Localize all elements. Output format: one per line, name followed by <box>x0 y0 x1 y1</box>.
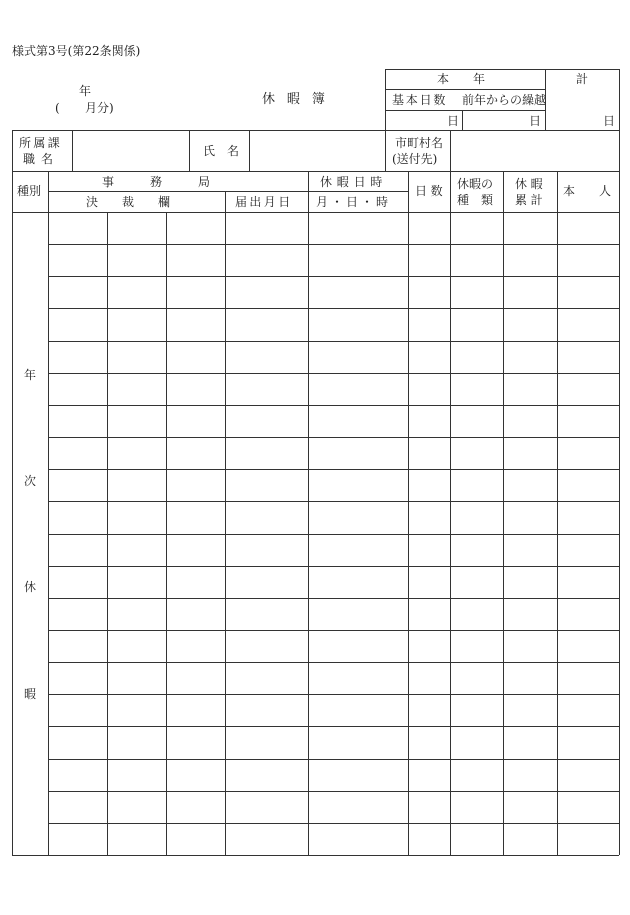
table-cell[interactable] <box>49 824 107 855</box>
table-cell[interactable] <box>167 277 225 308</box>
table-cell[interactable] <box>309 213 408 244</box>
table-cell[interactable] <box>451 727 503 759</box>
leave-total-header-1: 休暇 <box>515 177 547 191</box>
carry-over-unit: 日 <box>529 114 542 128</box>
city-label: 市町村名 <box>395 136 444 150</box>
table-cell[interactable] <box>49 631 107 662</box>
table-cell[interactable] <box>504 695 557 726</box>
leave-datetime-header: 休暇日時 <box>320 175 388 189</box>
table-cell[interactable] <box>409 438 450 469</box>
table-cell[interactable] <box>108 277 166 308</box>
table-cell[interactable] <box>167 663 225 694</box>
table-cell[interactable] <box>108 824 166 855</box>
table-cell[interactable] <box>558 470 619 501</box>
table-cell[interactable] <box>558 342 619 373</box>
table-cell[interactable] <box>504 792 557 823</box>
table-bottom-line <box>12 855 619 856</box>
table-cell[interactable] <box>226 245 308 276</box>
total-label: 計 <box>576 72 589 86</box>
table-cell[interactable] <box>558 535 619 566</box>
table-cell[interactable] <box>451 663 503 694</box>
table-cell[interactable] <box>49 502 107 534</box>
table-cell[interactable] <box>226 374 308 405</box>
leave-total-header-2: 累計 <box>515 193 547 207</box>
table-cell[interactable] <box>409 309 450 341</box>
table-cell[interactable] <box>108 599 166 630</box>
office-header: 事 務 局 <box>102 175 211 189</box>
table-cell[interactable] <box>558 792 619 823</box>
table-cell[interactable] <box>167 470 225 501</box>
table-cell[interactable] <box>167 695 225 726</box>
table-cell[interactable] <box>226 277 308 308</box>
category-char-1: 年 <box>24 368 37 382</box>
table-cell[interactable] <box>167 374 225 405</box>
table-cell[interactable] <box>558 663 619 694</box>
table-cell[interactable] <box>504 438 557 469</box>
table-cell[interactable] <box>309 663 408 694</box>
table-cell[interactable] <box>309 824 408 855</box>
table-cell[interactable] <box>504 631 557 662</box>
table-cell[interactable] <box>504 824 557 855</box>
table-cell[interactable] <box>504 663 557 694</box>
table-cell[interactable] <box>451 535 503 566</box>
this-year-label: 本 年 <box>437 72 486 86</box>
table-cell[interactable] <box>558 438 619 469</box>
table-cell[interactable] <box>451 438 503 469</box>
table-cell[interactable] <box>451 760 503 791</box>
table-cell[interactable] <box>108 342 166 373</box>
table-cell[interactable] <box>504 727 557 759</box>
table-cell[interactable] <box>558 309 619 341</box>
table-cell[interactable] <box>409 406 450 437</box>
table-cell[interactable] <box>451 342 503 373</box>
table-cell[interactable] <box>226 599 308 630</box>
leave-type-header-2: 種類 <box>457 193 506 207</box>
leave-datetime-subheader: 月・日・時 <box>316 195 392 209</box>
table-cell[interactable] <box>504 342 557 373</box>
table-cell[interactable] <box>309 535 408 566</box>
leave-type-header-1: 休暇の <box>457 177 494 191</box>
table-cell[interactable] <box>49 213 107 244</box>
table-cell[interactable] <box>451 567 503 598</box>
table-cell[interactable] <box>504 470 557 501</box>
table-cell[interactable] <box>108 663 166 694</box>
table-cell[interactable] <box>558 727 619 759</box>
table-cell[interactable] <box>504 277 557 308</box>
table-cell[interactable] <box>49 760 107 791</box>
table-cell[interactable] <box>451 277 503 308</box>
table-cell[interactable] <box>108 374 166 405</box>
table-cell[interactable] <box>108 438 166 469</box>
table-cell[interactable] <box>108 695 166 726</box>
table-cell[interactable] <box>108 502 166 534</box>
decision-column-header: 決 裁 欄 <box>86 195 171 209</box>
table-cell[interactable] <box>451 213 503 244</box>
table-cell[interactable] <box>49 342 107 373</box>
table-cell[interactable] <box>108 245 166 276</box>
category-char-3: 休 <box>24 580 37 594</box>
table-cell[interactable] <box>558 760 619 791</box>
header-year: 年 <box>79 84 92 98</box>
table-cell[interactable] <box>226 470 308 501</box>
table-cell[interactable] <box>504 535 557 566</box>
table-cell[interactable] <box>167 631 225 662</box>
table-cell[interactable] <box>409 792 450 823</box>
table-cell[interactable] <box>49 374 107 405</box>
table-cell[interactable] <box>558 213 619 244</box>
table-cell[interactable] <box>226 631 308 662</box>
table-cell[interactable] <box>409 245 450 276</box>
name-label: 氏 名 <box>203 144 240 158</box>
table-cell[interactable] <box>49 695 107 726</box>
form-id: 様式第3号(第22条関係) <box>12 44 141 58</box>
table-cell[interactable] <box>451 309 503 341</box>
person-column-header: 本 人 <box>563 184 612 198</box>
table-cell[interactable] <box>309 502 408 534</box>
table-cell[interactable] <box>504 213 557 244</box>
table-cell[interactable] <box>226 695 308 726</box>
table-cell[interactable] <box>49 309 107 341</box>
table-cell[interactable] <box>309 695 408 726</box>
table-cell[interactable] <box>309 406 408 437</box>
table-cell[interactable] <box>108 309 166 341</box>
table-cell[interactable] <box>451 406 503 437</box>
table-cell[interactable] <box>49 792 107 823</box>
table-cell[interactable] <box>226 567 308 598</box>
header-month: 月分) <box>85 101 114 115</box>
table-cell[interactable] <box>226 792 308 823</box>
type-column-header: 種別 <box>17 184 42 198</box>
table-cell[interactable] <box>108 406 166 437</box>
table-cell[interactable] <box>504 760 557 791</box>
table-cell[interactable] <box>108 727 166 759</box>
table-cell[interactable] <box>558 502 619 534</box>
table-cell[interactable] <box>558 245 619 276</box>
table-cell[interactable] <box>226 213 308 244</box>
table-cell[interactable] <box>309 342 408 373</box>
table-cell[interactable] <box>49 438 107 469</box>
table-cell[interactable] <box>409 535 450 566</box>
table-cell[interactable] <box>226 438 308 469</box>
table-cell[interactable] <box>558 695 619 726</box>
table-cell[interactable] <box>409 824 450 855</box>
table-cell[interactable] <box>451 245 503 276</box>
table-cell[interactable] <box>167 535 225 566</box>
table-cell[interactable] <box>49 599 107 630</box>
table-cell[interactable] <box>504 567 557 598</box>
table-cell[interactable] <box>309 760 408 791</box>
table-cell[interactable] <box>226 663 308 694</box>
table-cell[interactable] <box>309 792 408 823</box>
dept-label: 所属課 <box>19 136 63 150</box>
table-cell[interactable] <box>409 599 450 630</box>
table-cell[interactable] <box>409 567 450 598</box>
total-unit: 日 <box>603 114 616 128</box>
table-cell[interactable] <box>309 374 408 405</box>
table-cell[interactable] <box>409 213 450 244</box>
name-field[interactable] <box>250 131 384 170</box>
table-cell[interactable] <box>409 663 450 694</box>
table-cell[interactable] <box>49 245 107 276</box>
table-cell[interactable] <box>409 470 450 501</box>
table-cell[interactable] <box>409 760 450 791</box>
table-cell[interactable] <box>167 309 225 341</box>
table-cell[interactable] <box>167 213 225 244</box>
table-cell[interactable] <box>558 599 619 630</box>
table-cell[interactable] <box>504 502 557 534</box>
table-cell[interactable] <box>309 727 408 759</box>
send-to-label: (送付先) <box>392 152 438 166</box>
table-cell[interactable] <box>409 727 450 759</box>
table-cell[interactable] <box>558 406 619 437</box>
table-cell[interactable] <box>108 535 166 566</box>
header-month-open: ( <box>55 101 60 115</box>
table-cell[interactable] <box>409 695 450 726</box>
table-cell[interactable] <box>49 406 107 437</box>
table-cell[interactable] <box>451 792 503 823</box>
table-cell[interactable] <box>167 727 225 759</box>
table-cell[interactable] <box>226 309 308 341</box>
table-cell[interactable] <box>558 374 619 405</box>
carry-over-label: 前年からの繰越 <box>462 93 547 107</box>
table-cell[interactable] <box>309 631 408 662</box>
table-cell[interactable] <box>558 824 619 855</box>
table-cell[interactable] <box>49 567 107 598</box>
table-cell[interactable] <box>167 406 225 437</box>
table-cell[interactable] <box>167 438 225 469</box>
table-cell[interactable] <box>558 277 619 308</box>
table-cell[interactable] <box>49 727 107 759</box>
table-cell[interactable] <box>504 309 557 341</box>
table-cell[interactable] <box>167 245 225 276</box>
page-title: 休 暇 簿 <box>262 92 329 107</box>
table-cell[interactable] <box>167 502 225 534</box>
table-cell[interactable] <box>226 406 308 437</box>
table-cell[interactable] <box>226 760 308 791</box>
table-cell[interactable] <box>226 535 308 566</box>
table-cell[interactable] <box>451 631 503 662</box>
category-char-4: 暇 <box>24 687 37 701</box>
table-cell[interactable] <box>309 277 408 308</box>
table-cell[interactable] <box>226 502 308 534</box>
table-cell[interactable] <box>108 567 166 598</box>
table-cell[interactable] <box>451 695 503 726</box>
dept-field[interactable] <box>73 131 188 170</box>
table-cell[interactable] <box>558 567 619 598</box>
table-cell[interactable] <box>504 406 557 437</box>
table-cell[interactable] <box>49 535 107 566</box>
table-cell[interactable] <box>49 663 107 694</box>
table-cell[interactable] <box>167 342 225 373</box>
table-cell[interactable] <box>226 727 308 759</box>
report-date-column-header: 届出月日 <box>235 195 293 209</box>
table-cell[interactable] <box>451 374 503 405</box>
table-cell[interactable] <box>409 342 450 373</box>
table-cell[interactable] <box>309 470 408 501</box>
table-cell[interactable] <box>226 342 308 373</box>
table-cell[interactable] <box>167 567 225 598</box>
table-cell[interactable] <box>504 374 557 405</box>
table-cell[interactable] <box>108 470 166 501</box>
table-cell[interactable] <box>451 470 503 501</box>
basic-days-label: 基本日数 <box>392 93 448 107</box>
table-cell[interactable] <box>49 277 107 308</box>
basic-days-unit: 日 <box>447 114 460 128</box>
table-cell[interactable] <box>167 792 225 823</box>
table-cell[interactable] <box>226 824 308 855</box>
table-cell[interactable] <box>451 824 503 855</box>
table-cell[interactable] <box>49 470 107 501</box>
table-cell[interactable] <box>108 631 166 662</box>
job-title-label: 職名 <box>23 152 60 166</box>
table-cell[interactable] <box>451 502 503 534</box>
table-cell[interactable] <box>108 792 166 823</box>
table-cell[interactable] <box>409 502 450 534</box>
table-cell[interactable] <box>409 631 450 662</box>
table-cell[interactable] <box>167 824 225 855</box>
table-cell[interactable] <box>309 599 408 630</box>
table-cell[interactable] <box>451 599 503 630</box>
table-cell[interactable] <box>504 599 557 630</box>
table-cell[interactable] <box>504 245 557 276</box>
table-cell[interactable] <box>309 245 408 276</box>
table-cell[interactable] <box>108 760 166 791</box>
table-cell[interactable] <box>309 438 408 469</box>
category-char-2: 次 <box>24 474 37 488</box>
table-cell[interactable] <box>309 309 408 341</box>
table-cell[interactable] <box>409 374 450 405</box>
table-cell[interactable] <box>558 631 619 662</box>
days-column-header: 日数 <box>415 184 447 198</box>
table-cell[interactable] <box>108 213 166 244</box>
table-cell[interactable] <box>167 599 225 630</box>
table-cell[interactable] <box>409 277 450 308</box>
table-cell[interactable] <box>309 567 408 598</box>
city-field[interactable] <box>451 131 618 170</box>
table-cell[interactable] <box>167 760 225 791</box>
